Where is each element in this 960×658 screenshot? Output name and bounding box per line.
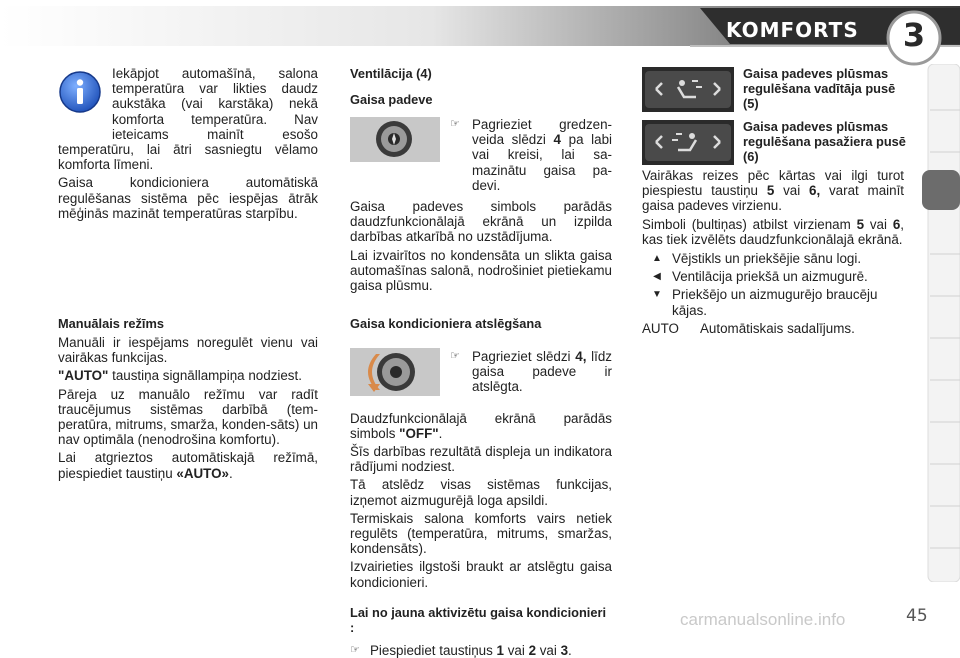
arrow-down-icon: ▼ [652,289,662,301]
watermark: carmanualsonline.info [680,610,846,629]
chapter-number: 3 [902,16,926,54]
intro-paragraph-1: Iekāpjot automašīnā, salona temperatūra var likties daudz aukstāka (vai karstāka) nekā komforta temperatūra. Nav ieteicams mainīt esošo temperatūru, lai ātri sasniegtu vēlamo komforta līmeni. [58,66,318,173]
list-item: ▼ Priekšējo un aizmugurējo braucēju kājas. [642,287,904,317]
auto-key-label: AUTO [642,320,679,336]
ac-off-paragraph-5: Izvairieties ilgstoši braukt ar atslēgtu gaisa kondicionieri. [350,559,612,590]
driver-distribution-buttons-photo [642,67,734,112]
ac-off-paragraph-4: Termiskais salona komforts vairs netiek regulēts (temperatūra, mitrums, smaržas, kondensāts). [350,510,612,557]
arrow-left-icon: ◀ [653,271,661,283]
intro-paragraph-2: Gaisa kondicioniera automātiskā regulēšanas sistēma pēc iespējas ātrāk mēģinās mazināt temperatūras starpību. [58,175,318,221]
chapter-tabs [918,64,960,582]
ventilation-heading: Ventilācija (4) [350,66,432,81]
reactivate-heading: Lai no jauna aktivizētu gaisa kondicionieri : [350,604,607,635]
manual-paragraph-4: Lai atgrieztos automātiskajā režīmā, piespiediet taustiņu «AUTO». [58,450,318,481]
ventilation-section [350,66,612,293]
ventilation-paragraph-2: Lai izvairītos no kondensāta un slikta gaisa automašīnas salonā, nodrošiniet pietiekamu gaisa plūsmu. [350,247,612,294]
intro-text-block [58,66,318,221]
ventilation-step: ☞ Pagrieziet gredzen-veida slēdzi 4 pa labi vai kreisi, lai sa-mazinātu gaisa pa-devi. [450,117,612,193]
hand-pointer-icon: ☞ [350,643,360,656]
ac-off-section [350,316,612,658]
list-item: ◀ Ventilācija priekšā un aizmugurē. [642,269,904,284]
manual-paragraph-1: Manuāli ir iespējams noregulēt vienu vai vairākas funkcijas. [58,335,318,366]
driver-distribution-heading: Gaisa padeves plūsmas regulēšana vadītāja pusē (5) [743,66,896,111]
chapter-title: KOMFORTS [726,18,859,42]
hand-pointer-icon: ☞ [450,350,460,362]
manual-paragraph-3: Pāreja uz manuālo režīmu var radīt traucējumus sistēmas darbībā (tem-peratūra, mitrums, smarža, konden-sāts) un nav optimāla (nenodrošina komfortu). [58,386,318,448]
manual-mode-section [58,316,318,481]
ac-off-heading: Gaisa kondicioniera atslēgšana [350,316,542,331]
manual-mode-heading: Manuālais režīms [58,316,164,331]
arrow-up-icon: ▲ [652,253,662,265]
manual-paragraph-2: "AUTO" taustiņa signāllampiņa nodziest. [58,368,302,384]
hand-pointer-icon: ☞ [450,118,460,130]
ac-off-step: ☞ Pagrieziet slēdzi 4, līdz gaisa padeve ir atslēgta. [450,349,612,395]
list-item: AUTO Automātiskais sadalījums. [642,320,855,336]
page-number: 45 [906,606,928,626]
list-item: ▲ Vējstikls un priekšējie sānu logi. [642,251,904,266]
ac-off-paragraph-1: Daudzfunkcionālajā ekrānā parādās simbols "OFF". [350,410,612,441]
distribution-section [642,168,904,339]
air-supply-heading: Gaisa padeve [350,92,433,107]
ventilation-paragraph-1: Gaisa padeves simbols parādās daudzfunkcionālajā ekrānā un izpilda darbības atkarībā no uzstādījuma. [350,199,612,245]
distribution-paragraph-2: Simboli (bultiņas) atbilst virzienam 5 vai 6, kas tiek izvēlēts daudzfunkcionālajā ekrānā. [642,216,904,247]
ac-off-paragraph-2: Šīs darbības rezultātā displeja un indikatora rādījumi nodziest. [350,444,612,475]
passenger-distribution-buttons-photo [642,120,734,165]
ac-off-paragraph-3: Tā atslēdz visas sistēmas funkcijas, izņemot aizmugurējā loga apsildi. [350,477,612,508]
arrow-list [642,251,904,336]
distribution-paragraph-1: Vairākas reizes pēc kārtas vai ilgi turot piespiestu taustiņu 5 vai 6, varat mainīt gaisa padeves virzienu. [642,168,905,214]
passenger-distribution-heading: Gaisa padeves plūsmas regulēšana pasažiera pusē (6) [743,119,906,164]
reactivate-step: ☞ Piespiediet taustiņus 1 vai 2 vai 3. [350,642,572,658]
